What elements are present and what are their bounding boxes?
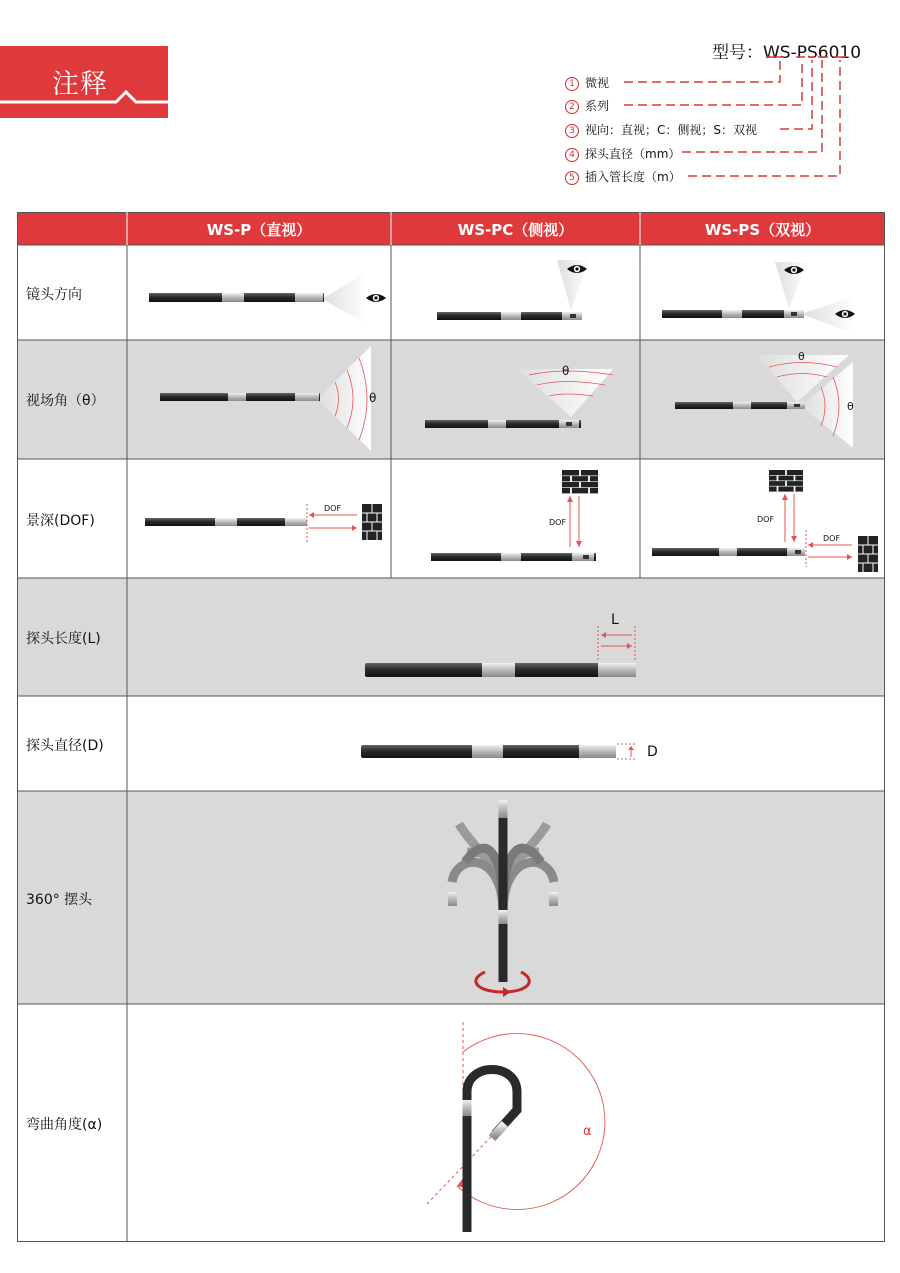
banner-title: 注释: [52, 69, 108, 100]
svg-text:DOF: DOF: [823, 534, 841, 543]
row-label-depth-of-field: 景深(DOF): [26, 513, 95, 529]
fov-theta-label: θ: [369, 391, 377, 405]
probe-ws-p-direction: [149, 272, 386, 324]
diameter-label: D: [647, 744, 658, 760]
svg-text:DOF: DOF: [549, 518, 567, 527]
legend-item-4: 4 探头直径（mm）: [565, 145, 765, 162]
model-number: 型号：WS-PS6010: [712, 43, 862, 63]
svg-text:θ: θ: [847, 400, 854, 413]
legend-item-3: 3 视向：直视；C：侧视；S：双视: [565, 121, 765, 138]
probe-ws-ps-direction: [662, 262, 855, 334]
row-label-field-of-view: 视场角（θ）: [26, 393, 105, 409]
header-ws-ps: WS-PS（双视）: [704, 221, 821, 239]
probe-ws-pc-direction: [437, 260, 589, 320]
dof-ws-pc: [431, 470, 598, 561]
bending-angle-diagram: [427, 1022, 605, 1232]
row-label-bending-angle: 弯曲角度(α): [26, 1117, 103, 1133]
svg-text:θ: θ: [798, 350, 805, 363]
row-label-articulation: 360° 摆头: [26, 892, 93, 908]
spec-table: [17, 212, 885, 1242]
alpha-label: α: [583, 1124, 592, 1139]
row-label-probe-length: 探头长度(L): [26, 631, 101, 647]
dof-ws-p: [145, 504, 382, 542]
row-label-lens-direction: 镜头方向: [26, 287, 82, 303]
fov-theta-label-side: θ: [562, 364, 570, 378]
legend-item-5: 5 插入管长度（m）: [565, 168, 765, 185]
dof-ws-ps: [652, 470, 878, 572]
dof-label: DOF: [324, 504, 342, 513]
header-ws-p: WS-P（直视）: [206, 221, 312, 239]
header-ws-pc: WS-PC（侧视）: [457, 221, 574, 239]
length-label: L: [611, 612, 619, 628]
legend-item-2: 2 系列: [565, 97, 765, 114]
svg-text:DOF: DOF: [757, 515, 775, 524]
legend-item-1: 1 微视: [565, 74, 765, 91]
row-label-probe-diameter: 探头直径(D): [26, 738, 104, 754]
legend-connectors: [0, 0, 900, 200]
probe-diameter-diagram: [361, 744, 658, 760]
